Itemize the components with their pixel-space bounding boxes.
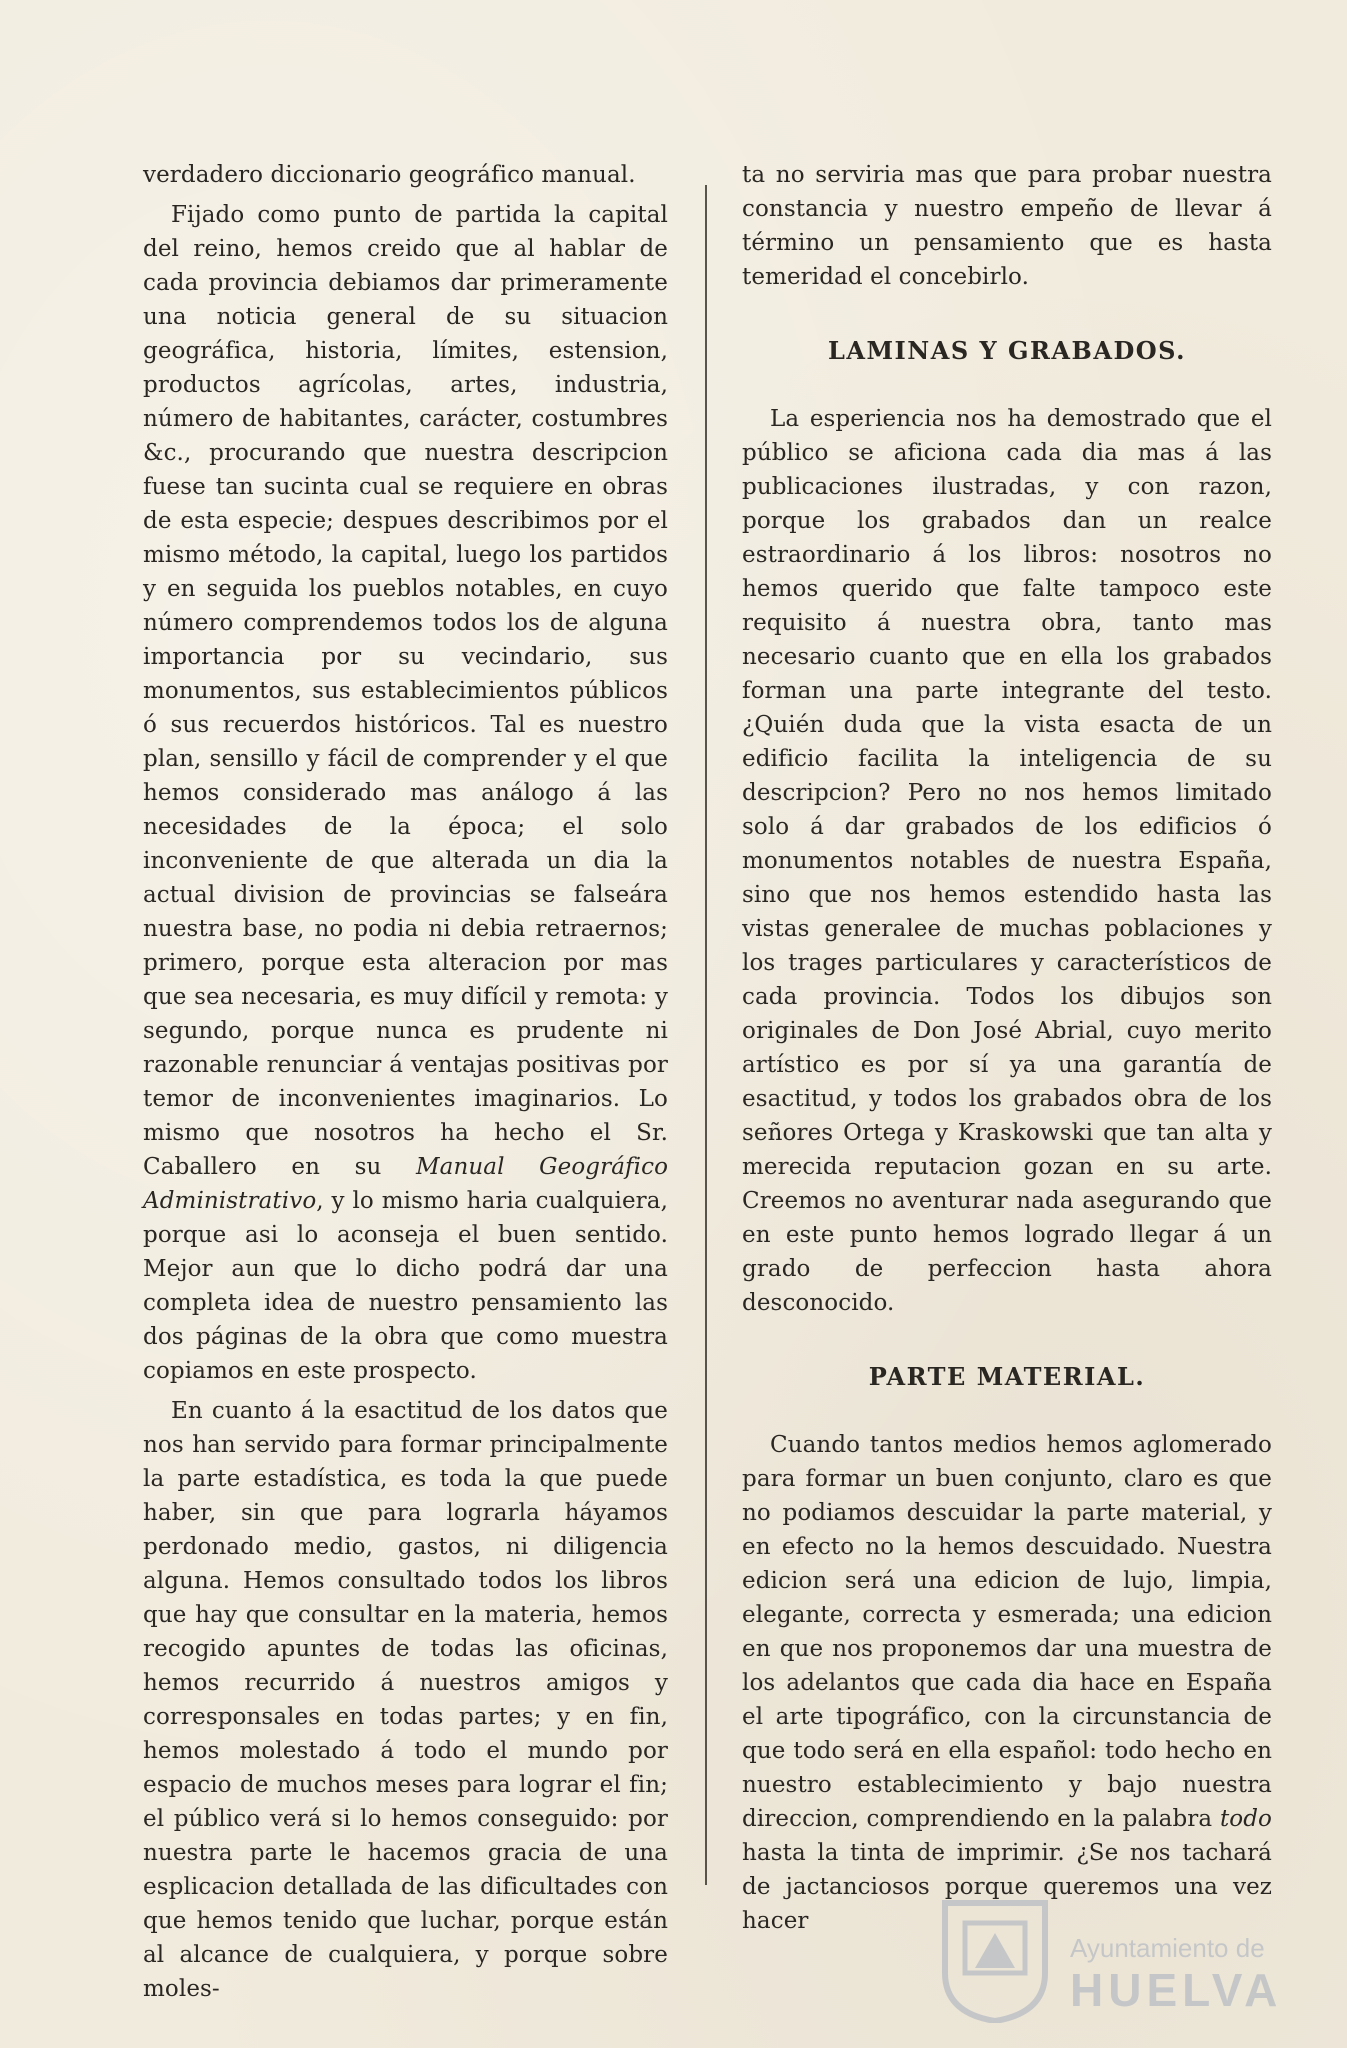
left-column — [143, 158, 668, 2012]
crest-icon — [935, 1893, 1055, 2023]
paragraph-continuation: verdadero diccionario geográfico manual. — [143, 162, 636, 188]
paragraph-parte-material-text: Cuando tantos medios hemos aglomerado para formar un buen conjunto, claro es que no podiamos descuidar la parte material, y en efecto no la hemos descuidado. Nuestra edicion será una edicion de lujo, limpia, elegante, correcta y esmerada; una edicion en que nos proponemos dar una muestra de los adelantos que cada dia hace en España el arte tipográfico, con la circunstancia de que todo será en ella español: todo hecho en nuestro establecimiento y bajo nuestra direccion, comprendiendo en la palabra — [742, 1432, 1272, 1832]
paragraph-parte-material — [742, 1428, 1272, 1938]
paragraph-laminas: La esperiencia nos ha demostrado que el público se aficiona cada dia mas á las publicaciones ilustradas, y con razon, porque los grabados dan un realce estraordinario á los libros: nosotros no hemos querido que falte tampoco este requisito á nuestra obra, tanto mas necesario cuanto que en ella los grabados forman una parte integrante del testo. ¿Quién duda que la vista esacta de un edificio facilita la inteligencia de su descripcion? Pero no nos hemos limitado solo á dar grabados de los edificios ó monumentos notables de nuestra España, sino que nos hemos estendido hasta las vistas generalee de muchas poblaciones y los trages particulares y característicos de cada provincia. Todos los dibujos son originales de Don José Abrial, cuyo merito artístico es por sí ya una garantía de esactitud, y todos los grabados obra de los señores Ortega y Kraskowski que tan alta y merecida reputacion gozan en su arte. Creemos no aventurar nada asegurando que en este punto hemos logrado llegar á un grado de perfeccion hasta ahora desconocido. — [742, 406, 1272, 1316]
paragraph-accuracy: En cuanto á la esactitud de los datos que nos han servido para formar principalmente la parte estadística, es toda la que puede haber, sin que para lograrla háyamos perdonado medio, gastos, ni diligencia alguna. Hemos consultado todos los libros que hay que consultar en la materia, hemos recogido apuntes de todas las oficinas, hemos recurrido á nuestros amigos y corresponsales en todas partes; y en fin, hemos molestado á todo el mundo por espacio de muchos meses para lograr el fin; el público verá si lo hemos conseguido: por nuestra parte le hacemos gracia de una esplicacion detallada de las dificultades con que hemos tenido que luchar, porque están al alcance de cualquiera, y porque sobre moles- — [143, 1398, 668, 2002]
paragraph-plan-tail: , y lo mismo haria cualquiera, porque asi lo aconseja el buen sentido. Mejor aun que lo dicho podrá dar una completa idea de nuestro pensamiento las dos páginas de la obra que como muestra copiamos en este prospecto. — [143, 1188, 668, 1384]
book-title: Manual Geográfico Administrativo — [143, 1154, 669, 1214]
column-divider — [705, 185, 707, 1885]
paragraph-parte-material-tail: hasta la tinta de imprimir. ¿Se nos tachará de jactanciosos porque queremos una vez hacer — [742, 1840, 1272, 1934]
section-heading-parte-material: PARTE MATERIAL. — [868, 1362, 1146, 1391]
right-column — [742, 158, 1272, 1944]
emphasis-todo: todo — [1219, 1806, 1272, 1832]
paragraph-plan-text: Fijado como punto de partida la capital del reino, hemos creido que al hablar de cada provincia debiamos dar primeramente una noticia general de su situacion geográfica, historia, límites, estension, productos agrícolas, artes, industria, número de habitantes, carácter, costumbres &c., procurando que nuestra descripcion fuese tan sucinta cual se requiere en obras de esta especie; despues describimos por el mismo método, la capital, luego los partidos y en seguida los pueblos notables, en cuyo número comprendemos todos los de alguna importancia por su vecindario, sus monumentos, sus establecimientos públicos ó sus recuerdos históricos. Tal es nuestro plan, sensillo y fácil de comprender y el que hemos considerado mas análogo á las necesidades de la época; el solo inconveniente de que alterada un dia la actual division de provincias se falseára nuestra base, no podia ni debia retraernos; primero, porque esta alteracion por mas que sea necesaria, es muy difícil y remota: y segundo, porque nunca es prudente ni razonable renunciar á ventajas positivas por temor de inconvenientes imaginarios. Lo mismo que nosotros ha hecho el Sr. Caballero en su — [143, 202, 668, 1180]
paragraph-intro: ta no serviria mas que para probar nuestra constancia y nuestro empeño de llevar á término un pensamiento que es hasta temeridad el concebirlo. — [742, 162, 1272, 290]
section-heading-laminas: LAMINAS Y GRABADOS. — [827, 336, 1187, 365]
paragraph-plan — [143, 198, 668, 1388]
watermark-main-text: HUELVA — [1070, 1964, 1283, 2016]
watermark-top-text: Ayuntamiento de — [1070, 1933, 1265, 1963]
watermark-logo — [935, 1893, 1285, 2023]
